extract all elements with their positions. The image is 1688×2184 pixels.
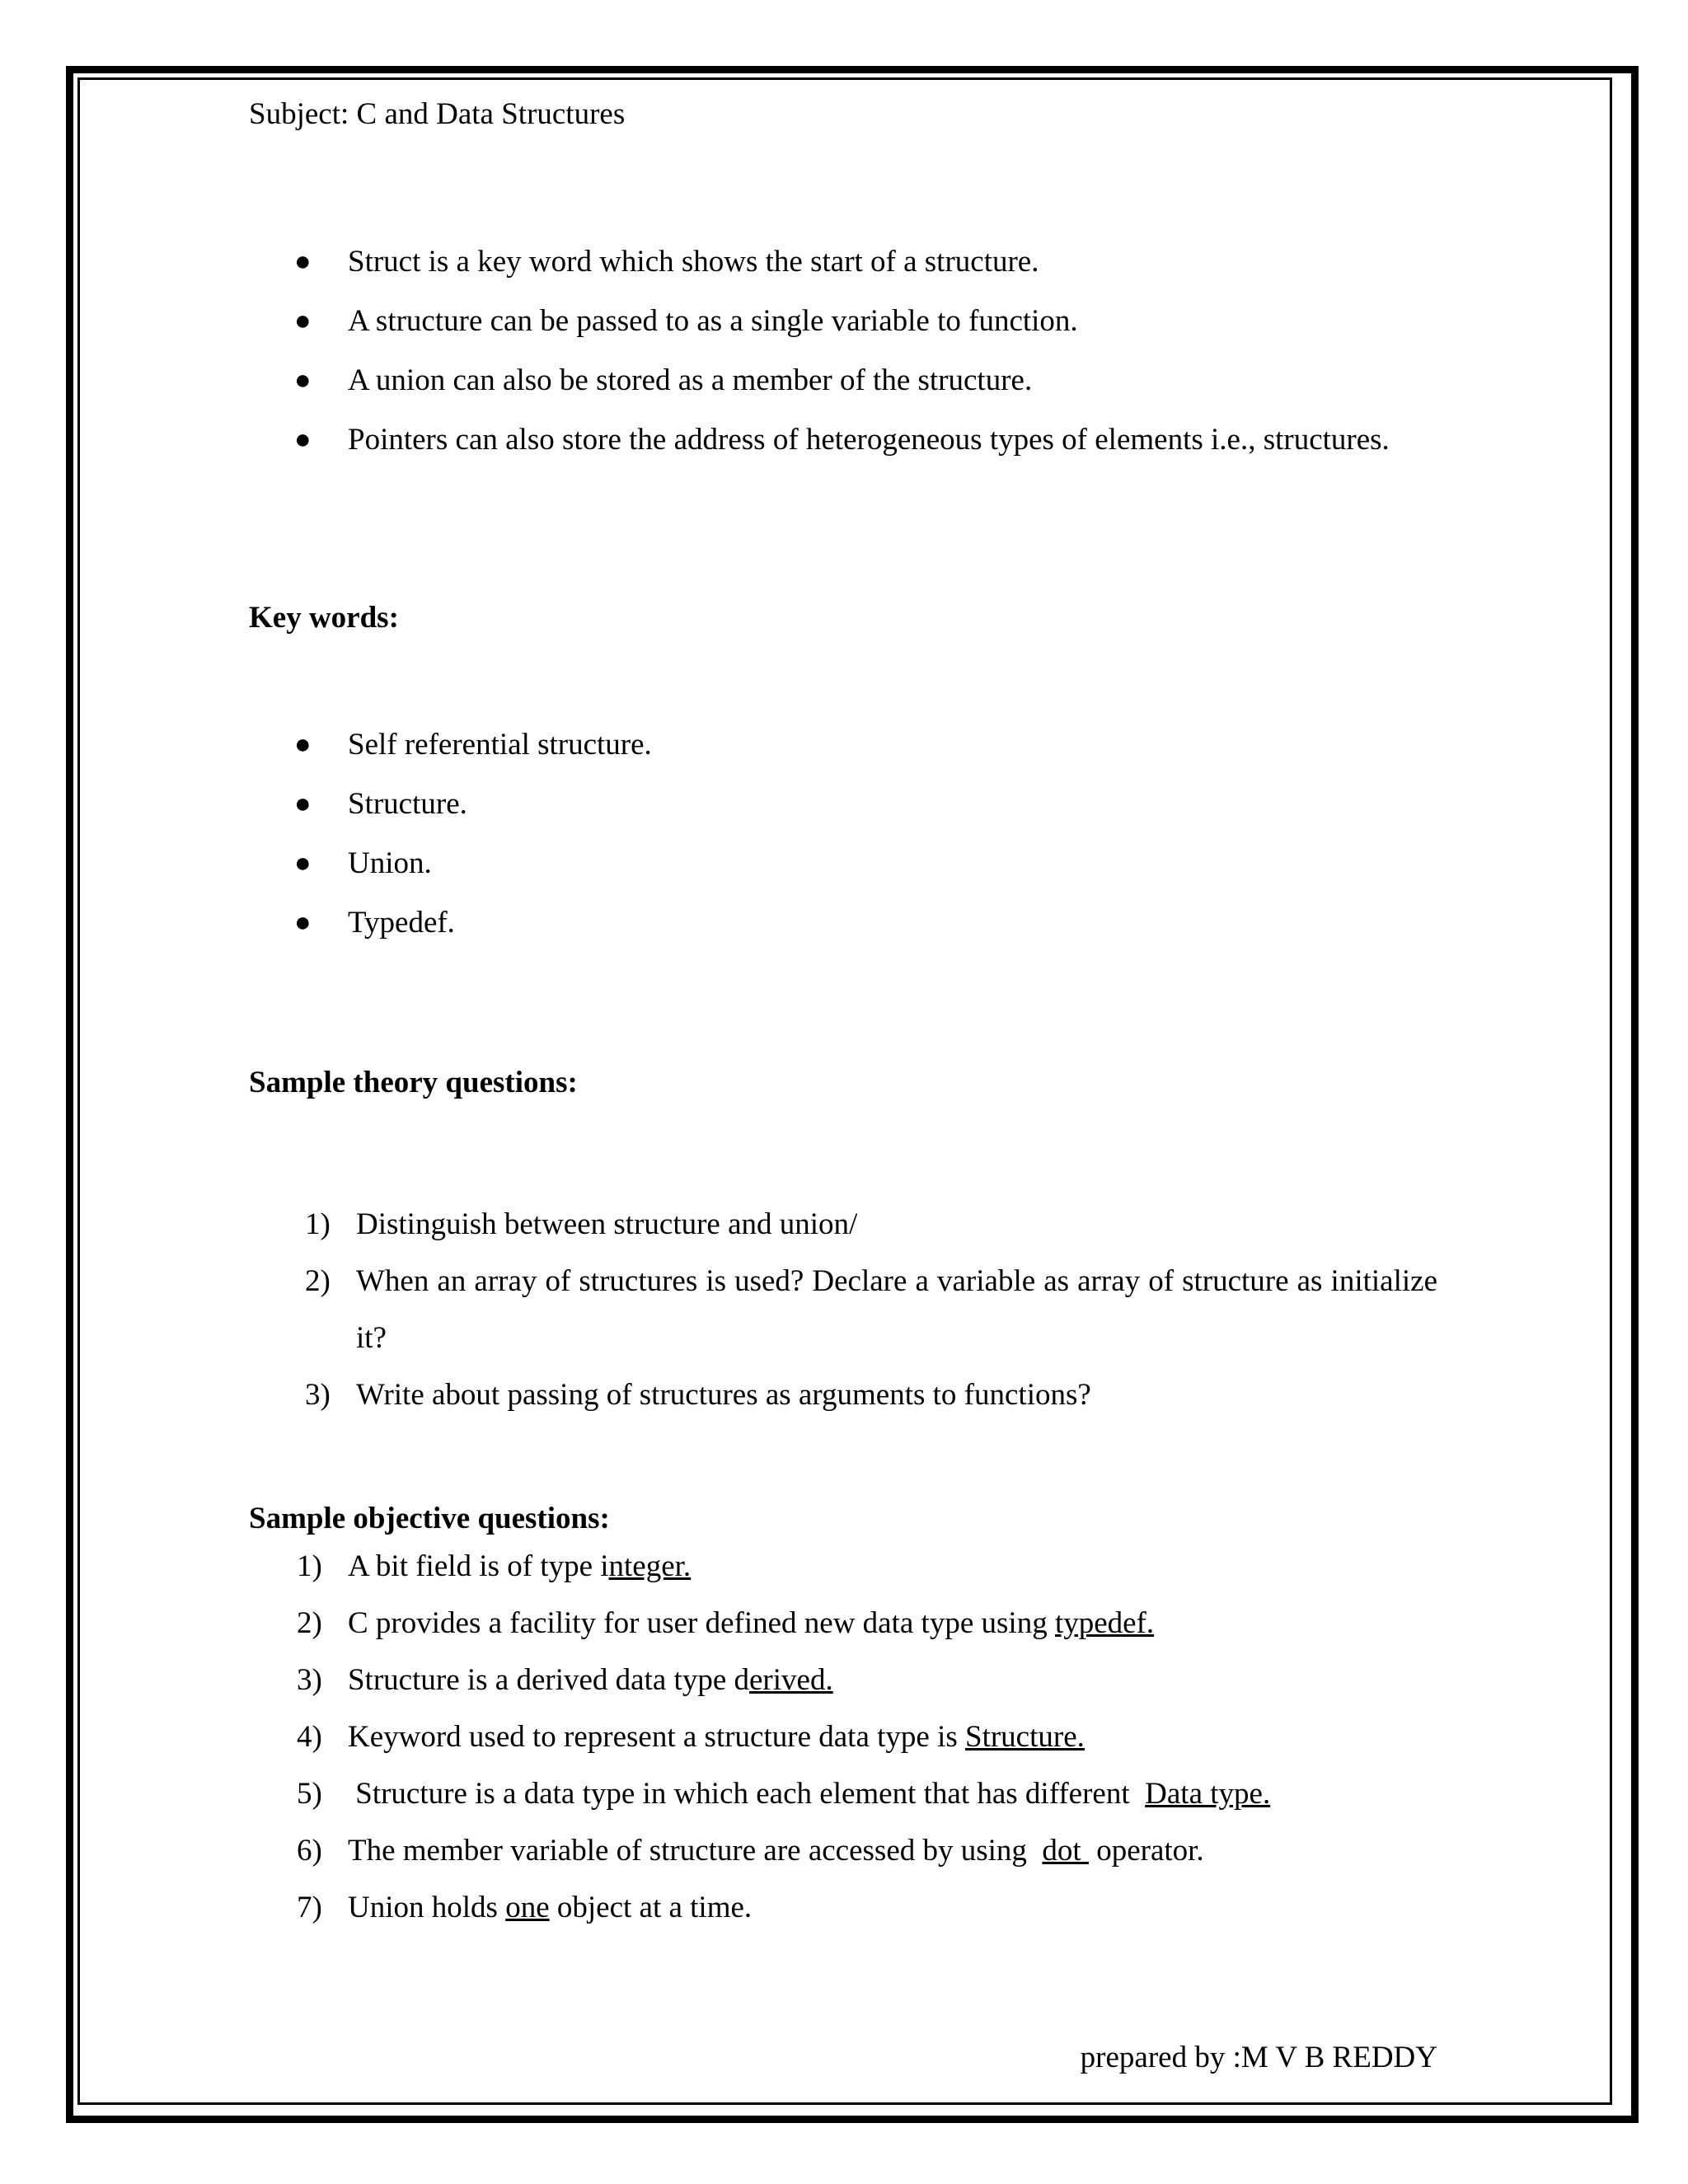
- bullet-icon: ●: [294, 789, 312, 819]
- list-item: ● A structure can be passed to as a single variable to function.: [249, 293, 1437, 349]
- answer-text: one: [505, 1891, 550, 1924]
- intro-bullet-list: [249, 233, 1437, 468]
- list-item: ● Pointers can also store the address of heterogeneous types of elements i.e., structures.: [249, 411, 1437, 468]
- document-content: [249, 96, 1437, 1936]
- list-item: ● Self referential structure.: [249, 716, 1437, 773]
- list-item: 1) Distinguish between structure and union/: [305, 1207, 858, 1241]
- bullet-icon: ●: [294, 729, 312, 760]
- answer-text: Data type.: [1145, 1777, 1271, 1811]
- prepared-by-footer: prepared by :M V B REDDY: [1080, 2041, 1437, 2074]
- bullet-icon: ●: [294, 246, 312, 277]
- list-item: 5) Structure is a data type in which each element that has different Data type.: [297, 1777, 1271, 1811]
- keywords-list: [249, 716, 1437, 951]
- list-item: 1) A bit field is of type integer.: [297, 1549, 692, 1583]
- subject-line: Subject: C and Data Structures: [249, 97, 626, 131]
- list-item: 2) C provides a facility for user defined new data type using typedef.: [297, 1606, 1155, 1640]
- theory-heading: Sample theory questions:: [249, 1066, 578, 1099]
- objective-question-list: [249, 1538, 1437, 1936]
- list-item: 7) Union holds one object at a time.: [297, 1891, 753, 1924]
- list-item: ● Struct is a key word which shows the start of a structure.: [249, 233, 1437, 290]
- list-item: 3) Structure is a derived data type derived.: [297, 1663, 833, 1697]
- list-item: ● A union can also be stored as a member of the structure.: [249, 352, 1437, 409]
- keywords-heading: Key words:: [249, 601, 399, 635]
- bullet-icon: ●: [294, 365, 312, 396]
- bullet-icon: ●: [294, 907, 312, 938]
- answer-text: typedef.: [1054, 1606, 1155, 1640]
- list-item: 6) The member variable of structure are accessed by using dot operator.: [297, 1834, 1204, 1868]
- list-item: ● Union.: [249, 835, 1437, 892]
- answer-text: erived.: [749, 1663, 833, 1697]
- answer-text: dot: [1042, 1834, 1089, 1868]
- list-item: 3) Write about passing of structures as arguments to functions?: [305, 1378, 1091, 1412]
- bullet-icon: ●: [294, 848, 312, 879]
- bullet-icon: ●: [294, 306, 312, 336]
- list-item: 2) When an array of structures is used? Declare a variable as array of structure as initialize it?: [305, 1264, 1437, 1355]
- list-item: 4) Keyword used to represent a structure data type is Structure.: [297, 1720, 1085, 1754]
- list-item: ● Structure.: [249, 776, 1437, 832]
- answer-text: nteger.: [608, 1549, 692, 1583]
- objective-heading: Sample objective questions:: [249, 1502, 610, 1535]
- bullet-icon: ●: [294, 424, 312, 455]
- answer-text: Structure.: [965, 1720, 1085, 1754]
- theory-question-list: [249, 1196, 1437, 1423]
- list-item: ● Typedef.: [249, 894, 1437, 951]
